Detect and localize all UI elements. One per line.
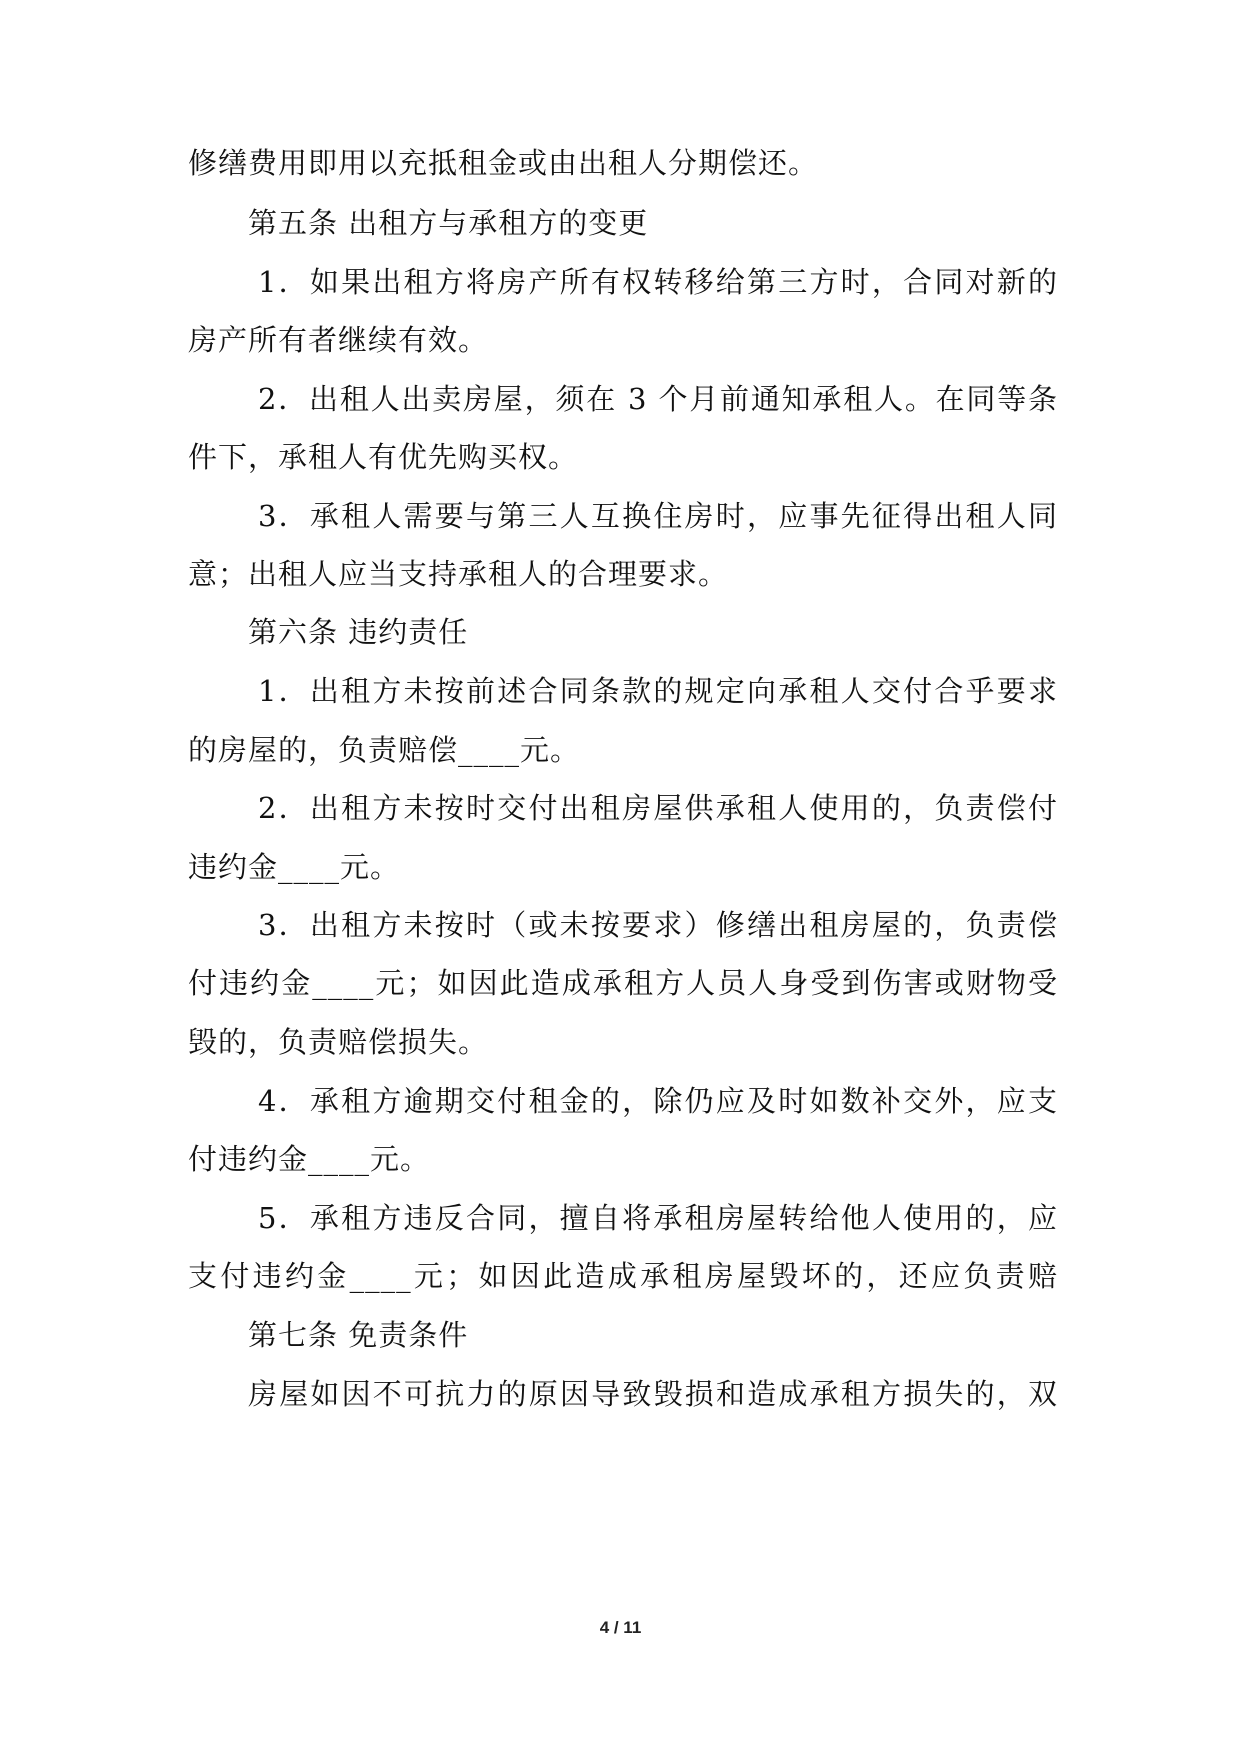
paragraph-line: 的房屋的，负责赔偿____元。 xyxy=(188,733,581,767)
paragraph-line: 毁的，负责赔偿损失。 xyxy=(188,1025,489,1059)
paragraph-line: 1．出租方未按前述合同条款的规定向承租人交付合乎要求 xyxy=(258,674,1058,708)
paragraph-line: 件下，承租人有优先购买权。 xyxy=(188,440,579,474)
paragraph-line: 房产所有者继续有效。 xyxy=(188,323,489,357)
paragraph-line: 4．承租方逾期交付租金的，除仍应及时如数补交外，应支 xyxy=(258,1084,1058,1118)
paragraph-line: 2．出租方未按时交付出租房屋供承租人使用的，负责偿付 xyxy=(258,791,1058,825)
article-heading: 第六条 违约责任 xyxy=(248,615,469,649)
paragraph-line: 意；出租人应当支持承租人的合理要求。 xyxy=(188,557,729,591)
article-heading: 第七条 免责条件 xyxy=(248,1318,469,1352)
paragraph-line: 付违约金____元；如因此造成承租方人员人身受到伤害或财物受 xyxy=(188,966,1058,1000)
paragraph-line: 房屋如因不可抗力的原因导致毁损和造成承租方损失的，双 xyxy=(248,1377,1058,1411)
paragraph-line: 1．如果出租方将房产所有权转移给第三方时，合同对新的 xyxy=(258,265,1058,299)
paragraph-line: 付违约金____元。 xyxy=(188,1142,431,1176)
paragraph-line: 3．出租方未按时（或未按要求）修缮出租房屋的，负责偿 xyxy=(258,908,1058,942)
paragraph-line: 支付违约金____元；如因此造成承租房屋毁坏的，还应负责赔 xyxy=(188,1259,1058,1293)
paragraph-line: 修缮费用即用以充抵租金或由出租人分期偿还。 xyxy=(188,146,819,180)
paragraph-line: 3．承租人需要与第三人互换住房时，应事先征得出租人同 xyxy=(258,499,1058,533)
paragraph-line: 违约金____元。 xyxy=(188,850,401,884)
paragraph-line: 2．出租人出卖房屋，须在 3 个月前通知承租人。在同等条 xyxy=(258,382,1058,416)
article-heading: 第五条 出租方与承租方的变更 xyxy=(248,206,649,240)
page-number: 4 / 11 xyxy=(599,1618,642,1637)
paragraph-line: 5．承租方违反合同，擅自将承租房屋转给他人使用的，应 xyxy=(258,1201,1058,1235)
